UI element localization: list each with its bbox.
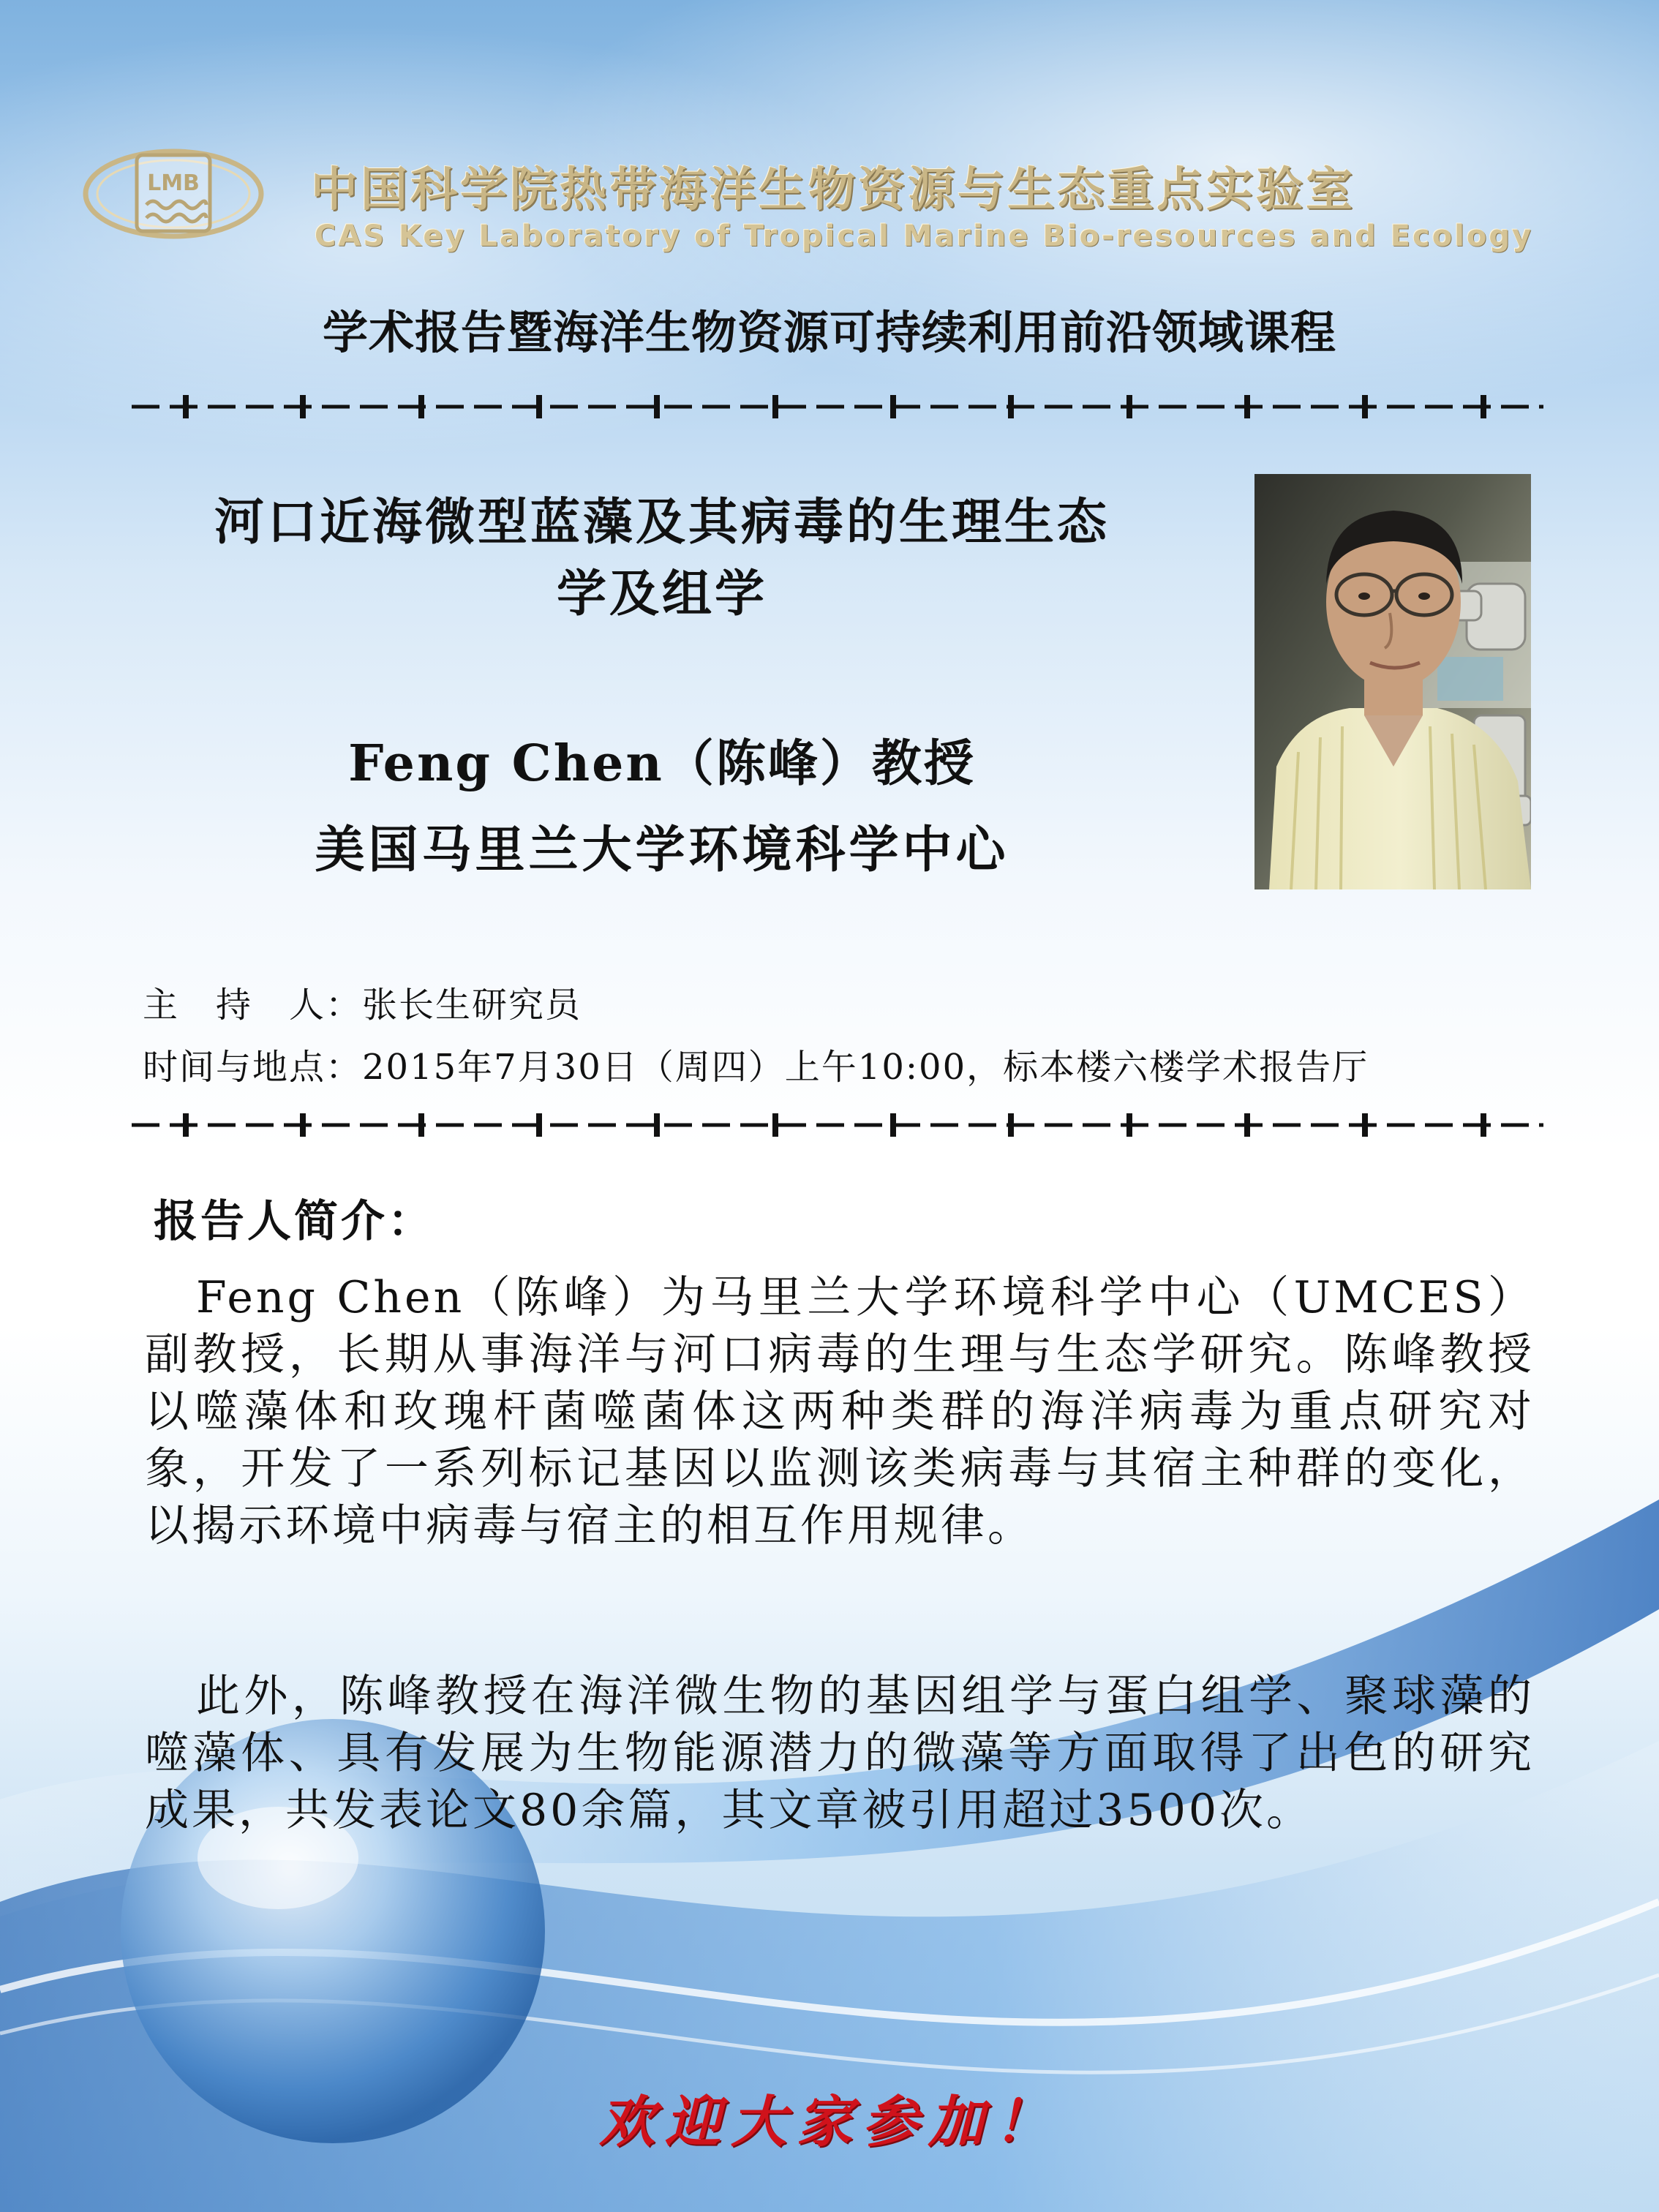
- host-line: 主 持 人：张长生研究员: [143, 985, 582, 1026]
- talk-title-line-2: 学及组学: [556, 565, 767, 623]
- speaker-photo: [1254, 474, 1531, 889]
- dashed-divider: [132, 392, 1543, 421]
- dashed-divider: [132, 1110, 1543, 1140]
- time-place-line: 时间与地点：2015年7月30日（周四）上午10:00，标本楼六楼学术报告厅: [143, 1047, 1369, 1088]
- bio-paragraph-1: Feng Chen（陈峰）为马里兰大学环境科学中心（UMCES）副教授，长期从事海洋与河口病毒的生理与生态学研究。陈峰教授以噬藻体和玫瑰杆菌噬菌体这两种类群的海洋病毒为重点研究对象，开发了一系列标记基因以监测该类病毒与其宿主种群的变化，以揭示环境中病毒与宿主的相互作用规律。: [145, 1272, 1535, 1551]
- talk-title: [132, 486, 1192, 630]
- lab-name-chinese: 中国科学院热带海洋生物资源与生态重点实验室: [311, 163, 1355, 217]
- lab-logo: [82, 146, 265, 241]
- series-title: 学术报告暨海洋生物资源可持续利用前沿领域课程: [322, 306, 1336, 359]
- lab-name-english: CAS Key Laboratory of Tropical Marine Bio-resources and Ecology: [315, 219, 1534, 253]
- bio-heading: 报告人简介：: [154, 1196, 434, 1247]
- welcome-message: 欢迎大家参加！: [599, 2089, 1060, 2154]
- lab-logo-text: LMB: [147, 170, 200, 196]
- speaker-affiliation: 美国马里兰大学环境科学中心: [315, 821, 1009, 879]
- talk-title-line-1: 河口近海微型蓝藻及其病毒的生理生态: [214, 493, 1110, 552]
- speaker-name: Feng Chen（陈峰）教授: [348, 734, 976, 793]
- bio-paragraph-2: 此外，陈峰教授在海洋微生物的基因组学与蛋白组学、聚球藻的噬藻体、具有发展为生物能源潜力的微藻等方面取得了出色的研究成果，共发表论文80余篇，其文章被引用超过3500次。: [145, 1671, 1535, 1836]
